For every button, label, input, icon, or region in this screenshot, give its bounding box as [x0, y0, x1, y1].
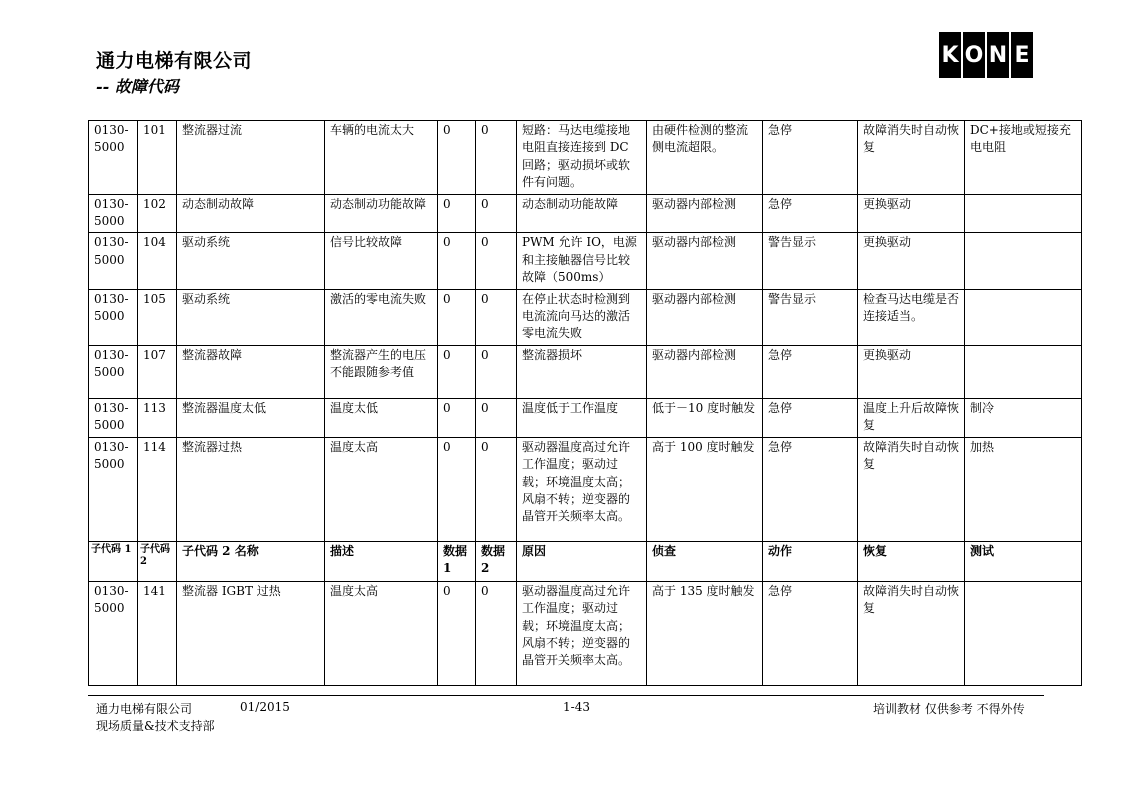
table-cell: 高于 135 度时触发 [647, 581, 763, 685]
table-cell [965, 345, 1082, 398]
table-cell: 急停 [763, 398, 858, 437]
table-cell: 温度太高 [325, 581, 438, 685]
table-cell: 低于－10 度时触发 [647, 398, 763, 437]
table-cell: 102 [138, 194, 177, 233]
table-cell: 更换驱动 [858, 194, 965, 233]
table-cell: 警告显示 [763, 289, 858, 345]
table-cell: 105 [138, 289, 177, 345]
header-cell: 子代码 2 名称 [177, 541, 325, 581]
table-row [89, 437, 1082, 541]
table-cell: 驱动器内部检测 [647, 194, 763, 233]
header-cell: 数据 2 [476, 541, 517, 581]
table-cell: 高于 100 度时触发 [647, 437, 763, 541]
table-cell: 141 [138, 581, 177, 685]
table-row [89, 581, 1082, 685]
table-cell: DC+接地或短接充电电阻 [965, 121, 1082, 195]
footer-notice: 培训教材 仅供参考 不得外传 [873, 702, 1025, 716]
table-cell: 检查马达电缆是否连接适当。 [858, 289, 965, 345]
table-cell: 107 [138, 345, 177, 398]
table-row [89, 398, 1082, 437]
logo-letter: O [963, 32, 985, 78]
table-cell: 温度太高 [325, 437, 438, 541]
footer-divider [88, 695, 1044, 696]
table-cell: 104 [138, 233, 177, 289]
header-cell: 原因 [517, 541, 647, 581]
table-cell: 0 [476, 121, 517, 195]
table-cell: 更换驱动 [858, 233, 965, 289]
table-row [89, 233, 1082, 289]
table-cell: 动态制动功能故障 [325, 194, 438, 233]
table-cell: 加热 [965, 437, 1082, 541]
table-cell: 温度太低 [325, 398, 438, 437]
table-cell: 温度上升后故障恢复 [858, 398, 965, 437]
table-cell: 0 [476, 398, 517, 437]
table-cell: 动态制动功能故障 [517, 194, 647, 233]
table-cell: 0130-5000 [89, 289, 138, 345]
header-cell: 动作 [763, 541, 858, 581]
table-cell: 由硬件检测的整流侧电流超限。 [647, 121, 763, 195]
table-cell: 急停 [763, 121, 858, 195]
table-cell [965, 233, 1082, 289]
kone-logo [939, 32, 1033, 78]
table-cell: 0130-5000 [89, 581, 138, 685]
table-cell: 0130-5000 [89, 437, 138, 541]
table-cell: 故障消失时自动恢复 [858, 121, 965, 195]
header-cell: 侦查 [647, 541, 763, 581]
table-cell: 整流器过流 [177, 121, 325, 195]
table-cell: 整流器 IGBT 过热 [177, 581, 325, 685]
header-cell: 子代码 1 [89, 541, 138, 581]
table-cell [965, 289, 1082, 345]
table-cell: 101 [138, 121, 177, 195]
footer-page-number: 1-43 [563, 700, 590, 714]
table-cell: 0130-5000 [89, 194, 138, 233]
company-title: 通力电梯有限公司 [96, 50, 253, 72]
table-cell [965, 581, 1082, 685]
table-cell: 更换驱动 [858, 345, 965, 398]
table-header-row [89, 541, 1082, 581]
table-cell [965, 194, 1082, 233]
table-cell: 驱动系统 [177, 289, 325, 345]
table-cell: 整流器产生的电压不能跟随参考值 [325, 345, 438, 398]
footer-date: 01/2015 [240, 700, 290, 714]
table-row [89, 345, 1082, 398]
table-cell: 故障消失时自动恢复 [858, 437, 965, 541]
table-cell: 0 [438, 398, 476, 437]
table-cell: 0 [438, 345, 476, 398]
table-cell: 驱动器内部检测 [647, 233, 763, 289]
header-cell: 子代码 2 [138, 541, 177, 581]
table-cell: 动态制动故障 [177, 194, 325, 233]
footer-department: 现场质量&技术支持部 [96, 719, 215, 733]
table-cell: 激活的零电流失败 [325, 289, 438, 345]
table-cell: 制冷 [965, 398, 1082, 437]
table-cell: 驱动器温度高过允许工作温度；驱动过载；环境温度太高；风扇不转；逆变器的晶管开关频率太高。 [517, 437, 647, 541]
table-cell: 急停 [763, 194, 858, 233]
table-cell: 急停 [763, 581, 858, 685]
table-cell: PWM 允许 IO，电源和主接触器信号比较故障（500ms） [517, 233, 647, 289]
footer-company: 通力电梯有限公司 [96, 702, 193, 716]
logo-letter: N [987, 32, 1009, 78]
table-cell: 警告显示 [763, 233, 858, 289]
header-cell: 恢复 [858, 541, 965, 581]
table-cell: 0130-5000 [89, 233, 138, 289]
table-cell: 短路：马达电缆接地电阻直接连接到 DC 回路；驱动损坏或软件有问题。 [517, 121, 647, 195]
table-cell: 0 [438, 581, 476, 685]
table-cell: 0 [438, 121, 476, 195]
table-cell: 0 [438, 289, 476, 345]
table-cell: 整流器温度太低 [177, 398, 325, 437]
table-cell: 0 [476, 289, 517, 345]
section-subtitle: -- 故障代码 [96, 77, 179, 96]
table-cell: 车辆的电流太大 [325, 121, 438, 195]
table-cell: 0 [438, 437, 476, 541]
table-cell: 整流器故障 [177, 345, 325, 398]
fault-code-table [88, 120, 1082, 686]
table-cell: 驱动器内部检测 [647, 345, 763, 398]
logo-letter: E [1011, 32, 1033, 78]
table-cell: 驱动器温度高过允许工作温度；驱动过载；环境温度太高；风扇不转；逆变器的晶管开关频率太高。 [517, 581, 647, 685]
header-cell: 描述 [325, 541, 438, 581]
table-row [89, 289, 1082, 345]
logo-letter: K [939, 32, 961, 78]
table-cell: 0 [438, 194, 476, 233]
table-cell: 0 [476, 233, 517, 289]
table-cell: 急停 [763, 437, 858, 541]
table-cell: 驱动器内部检测 [647, 289, 763, 345]
table-cell: 113 [138, 398, 177, 437]
table-cell: 整流器损坏 [517, 345, 647, 398]
table-cell: 0 [438, 233, 476, 289]
table-cell: 急停 [763, 345, 858, 398]
table-cell: 0 [476, 581, 517, 685]
table-cell: 温度低于工作温度 [517, 398, 647, 437]
table-cell: 驱动系统 [177, 233, 325, 289]
table-cell: 0130-5000 [89, 121, 138, 195]
table-cell: 0 [476, 345, 517, 398]
table-cell: 0 [476, 194, 517, 233]
table-cell: 0 [476, 437, 517, 541]
table-row [89, 121, 1082, 195]
table-cell: 整流器过热 [177, 437, 325, 541]
table-cell: 0130-5000 [89, 345, 138, 398]
header-cell: 数据 1 [438, 541, 476, 581]
table-cell: 在停止状态时检测到电流流向马达的激活零电流失败 [517, 289, 647, 345]
table-row [89, 194, 1082, 233]
header-cell: 测试 [965, 541, 1082, 581]
table-cell: 信号比较故障 [325, 233, 438, 289]
table-cell: 故障消失时自动恢复 [858, 581, 965, 685]
table-cell: 114 [138, 437, 177, 541]
table-cell: 0130-5000 [89, 398, 138, 437]
